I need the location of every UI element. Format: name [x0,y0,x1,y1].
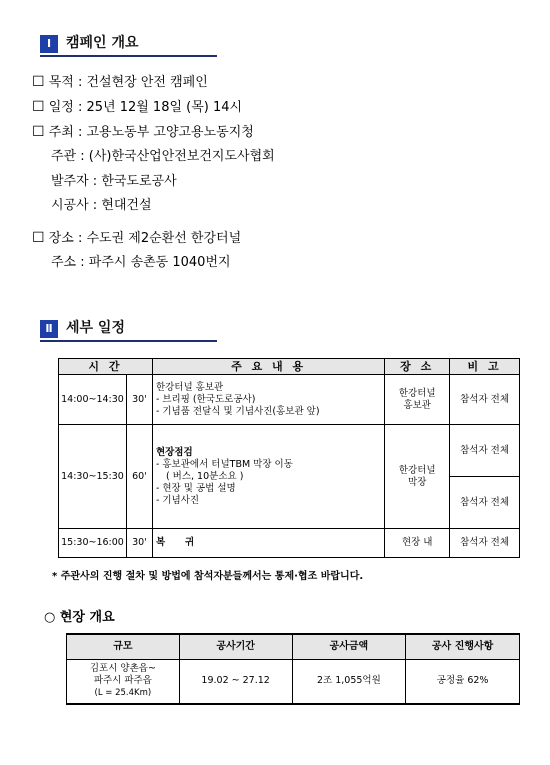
address-line: 주소 : 파주시 송촌동 1040번지 [51,255,231,270]
schedule-table [58,358,520,558]
duration-cell: 60' [126,425,152,529]
checkbox-icon: ☐ [32,74,45,90]
section-2-header [40,318,217,342]
table-row [67,660,520,704]
section-title: 캠페인 개요 [66,35,139,51]
table-row [59,529,520,558]
content-cell: 한강터널 홍보관 - 브리핑 (한국도로공사) - 기념품 전달식 및 기념사진(홍보관 앞) [152,375,384,425]
remark-cell: 참석자 전체 [450,425,520,477]
progress-cell: 공정율 62% [406,660,520,704]
table-header-row [67,634,520,660]
time-cell: 15:30~16:00 [59,529,127,558]
organizer-line: 주관 : (사)한국산업안전보건지도사협회 [51,149,275,164]
table-header-row [59,359,520,375]
time-cell: 14:00~14:30 [59,375,127,425]
place-cell: 한강터널 홍보관 [385,375,450,425]
header-progress: 공사 진행사항 [406,634,520,660]
section-number-badge: Ⅰ [40,35,58,53]
table-row [59,425,520,477]
checkbox-icon: ☐ [32,230,45,246]
notice-text: * 주관사의 진행 절차 및 방법에 참석자분들께서는 통제·협조 바랍니다. [52,571,364,582]
time-cell: 14:30~15:30 [59,425,127,529]
duration-cell: 30' [126,375,152,425]
section-number-badge: Ⅱ [40,320,58,338]
header-remark: 비 고 [450,359,520,375]
content-cell: 복 귀 [152,529,384,558]
builder-line: 시공사 : 현대건설 [51,198,152,213]
content-cell: 현장점검 - 홍보관에서 터널TBM 막장 이동 ( 버스, 10분소요 ) - 현장 및 공법 설명 - 기념사진 [152,425,384,529]
purpose-line: ☐ 목적 : 건설현장 안전 캠페인 [32,74,208,90]
remark-cell: 참석자 전체 [450,375,520,425]
schedule-line: ☐ 일정 : 25년 12월 18일 (목) 14시 [32,99,243,115]
header-amount: 공사금액 [292,634,406,660]
checkbox-icon: ☐ [32,99,45,115]
client-line: 발주자 : 한국도로공사 [51,174,177,189]
place-cell: 한강터널 막장 [385,425,450,529]
header-content: 주 요 내 용 [152,359,384,375]
place-line: ☐ 장소 : 수도권 제2순환선 한강터널 [32,230,242,246]
amount-cell: 2조 1,055억원 [292,660,406,704]
place-cell: 현장 내 [385,529,450,558]
host-line: ☐ 주최 : 고용노동부 고양고용노동지청 [32,124,254,140]
remark-cell: 참석자 전체 [450,477,520,529]
section-1-header [40,33,217,57]
header-place: 장 소 [385,359,450,375]
period-cell: 19.02 ~ 27.12 [179,660,292,704]
checkbox-icon: ☐ [32,124,45,140]
table-row [59,375,520,425]
header-scale: 규모 [67,634,180,660]
remark-cell: 참석자 전체 [450,529,520,558]
duration-cell: 30' [126,529,152,558]
header-time: 시 간 [59,359,153,375]
section-title: 세부 일정 [66,320,125,336]
header-period: 공사기간 [179,634,292,660]
overview-title: ○ 현장 개요 [44,610,115,625]
site-overview-table [66,633,520,705]
scale-cell: 김포시 양촌읍~ 파주시 파주읍 (L = 25.4Km) [67,660,180,704]
